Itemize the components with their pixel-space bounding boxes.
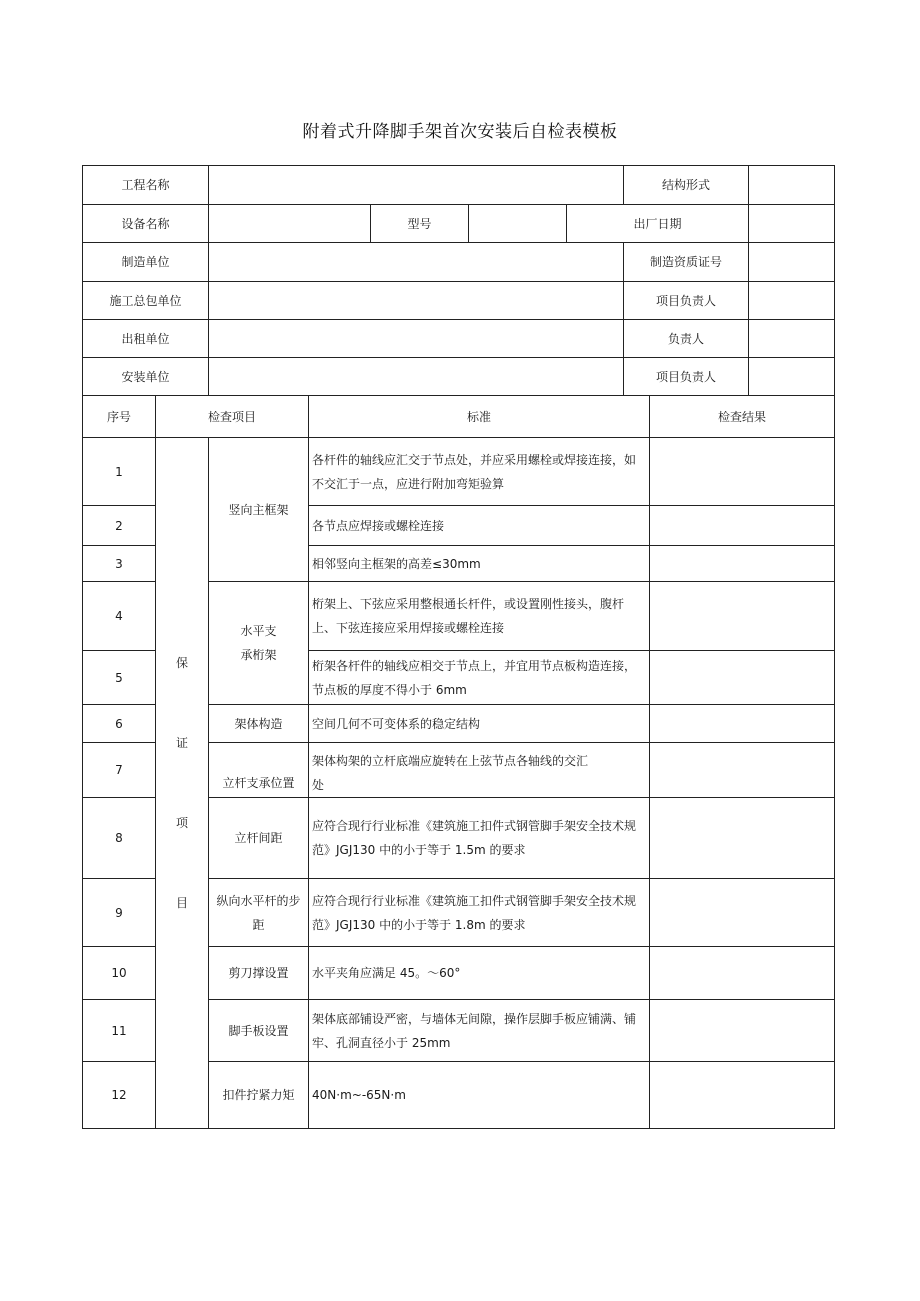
- factory-date-label: 出厂日期: [567, 205, 749, 243]
- row-no: 2: [83, 506, 156, 546]
- item-cell: 立杆支承位置: [209, 743, 309, 798]
- row-no: 1: [83, 438, 156, 506]
- result-cell[interactable]: [650, 506, 835, 546]
- header-result: 检查结果: [650, 396, 835, 438]
- result-cell[interactable]: [650, 651, 835, 705]
- item-line: 水平支: [240, 624, 277, 638]
- row-no: 9: [83, 879, 156, 947]
- standard-cell: 40N·m~-65N·m: [309, 1062, 650, 1129]
- installer-field[interactable]: [209, 358, 624, 396]
- item-line: 距: [252, 917, 265, 932]
- row-no: 4: [83, 582, 156, 651]
- structure-type-label: 结构形式: [624, 166, 749, 205]
- project-name-field[interactable]: [209, 166, 624, 205]
- standard-cell: 应符合现行行业标准《建筑施工扣件式钢管脚手架安全技术规范》JGJ130 中的小于等于 1.5m 的要求: [309, 798, 650, 879]
- result-cell[interactable]: [650, 1000, 835, 1062]
- standard-cell: 水平夹角应满足 45。～60°: [309, 947, 650, 1000]
- category-char: 目: [175, 896, 188, 910]
- installer-label: 安装单位: [83, 358, 209, 396]
- category-char: 保: [175, 656, 188, 670]
- standard-cell: 各节点应焊接或螺栓连接: [309, 506, 650, 546]
- row-no: 3: [83, 546, 156, 582]
- manufacturer-cert-label: 制造资质证号: [624, 243, 749, 282]
- standard-cell: 桁架各杆件的轴线应相交于节点上，并宜用节点板构造连接，节点板的厚度不得小于 6mm: [309, 651, 650, 705]
- category-char: 证: [175, 736, 188, 750]
- inspection-table: [82, 395, 835, 1129]
- item-cell: [209, 582, 309, 705]
- result-cell[interactable]: [650, 1062, 835, 1129]
- item-cell: 立杆间距: [209, 798, 309, 879]
- header-no: 序号: [83, 396, 156, 438]
- installer-manager-field[interactable]: [749, 358, 835, 396]
- row-no: 12: [83, 1062, 156, 1129]
- item-cell: [209, 879, 309, 947]
- result-cell[interactable]: [650, 947, 835, 1000]
- item-cell: 剪刀撑设置: [209, 947, 309, 1000]
- header-item: 检查项目: [156, 396, 309, 438]
- result-cell[interactable]: [650, 546, 835, 582]
- general-contractor-label: 施工总包单位: [83, 282, 209, 320]
- row-no: 7: [83, 743, 156, 798]
- category-cell: [156, 438, 209, 1129]
- item-cell: 竖向主框架: [209, 438, 309, 582]
- item-cell: 架体构造: [209, 705, 309, 743]
- project-name-label: 工程名称: [83, 166, 209, 205]
- item-line: 纵向水平杆的步: [216, 893, 301, 908]
- model-field[interactable]: [469, 205, 567, 243]
- header-standard: 标准: [309, 396, 650, 438]
- row-no: 5: [83, 651, 156, 705]
- category-char: 项: [175, 816, 188, 830]
- responsible-label: 负责人: [624, 320, 749, 358]
- item-line: 承桁架: [240, 648, 277, 662]
- manufacturer-cert-field[interactable]: [749, 243, 835, 282]
- lessor-label: 出租单位: [83, 320, 209, 358]
- result-cell[interactable]: [650, 582, 835, 651]
- model-label: 型号: [371, 205, 469, 243]
- result-cell[interactable]: [650, 798, 835, 879]
- standard-cell: [309, 743, 650, 798]
- result-cell[interactable]: [650, 438, 835, 506]
- lessor-field[interactable]: [209, 320, 624, 358]
- result-cell[interactable]: [650, 705, 835, 743]
- info-grid: [82, 165, 835, 396]
- row-no: 11: [83, 1000, 156, 1062]
- standard-cell: 桁架上、下弦应采用整根通长杆件，或设置刚性接头，腹杆上、下弦连接应采用焊接或螺栓连接: [309, 582, 650, 651]
- standard-cell: 架体底部铺设严密，与墙体无间隙，操作层脚手板应铺满、铺牢、孔洞直径小于 25mm: [309, 1000, 650, 1062]
- item-cell: 脚手板设置: [209, 1000, 309, 1062]
- result-cell[interactable]: [650, 743, 835, 798]
- equipment-name-field[interactable]: [209, 205, 371, 243]
- standard-cell: 相邻竖向主框架的高差≤30mm: [309, 546, 650, 582]
- standard-cell: 应符合现行行业标准《建筑施工扣件式钢管脚手架安全技术规范》JGJ130 中的小于等于 1.8m 的要求: [309, 879, 650, 947]
- project-manager-label: 项目负责人: [624, 282, 749, 320]
- row-no: 8: [83, 798, 156, 879]
- responsible-field[interactable]: [749, 320, 835, 358]
- row-no: 6: [83, 705, 156, 743]
- installer-manager-label: 项目负责人: [624, 358, 749, 396]
- standard-line: 处: [312, 778, 325, 792]
- result-cell[interactable]: [650, 879, 835, 947]
- standard-line: 架体构架的立杆底端应旋转在上弦节点各轴线的交汇: [312, 754, 589, 768]
- row-no: 10: [83, 947, 156, 1000]
- project-manager-field[interactable]: [749, 282, 835, 320]
- standard-cell: 各杆件的轴线应汇交于节点处，并应采用螺栓或焊接连接，如不交汇于一点，应进行附加弯矩验算: [309, 438, 650, 506]
- document-title: 附着式升降脚手架首次安装后自检表模板: [302, 122, 618, 142]
- standard-cell: 空间几何不可变体系的稳定结构: [309, 705, 650, 743]
- equipment-name-label: 设备名称: [83, 205, 209, 243]
- factory-date-field[interactable]: [749, 205, 835, 243]
- manufacturer-field[interactable]: [209, 243, 624, 282]
- general-contractor-field[interactable]: [209, 282, 624, 320]
- structure-type-field[interactable]: [749, 166, 835, 205]
- item-cell: 扣件拧紧力矩: [209, 1062, 309, 1129]
- manufacturer-label: 制造单位: [83, 243, 209, 282]
